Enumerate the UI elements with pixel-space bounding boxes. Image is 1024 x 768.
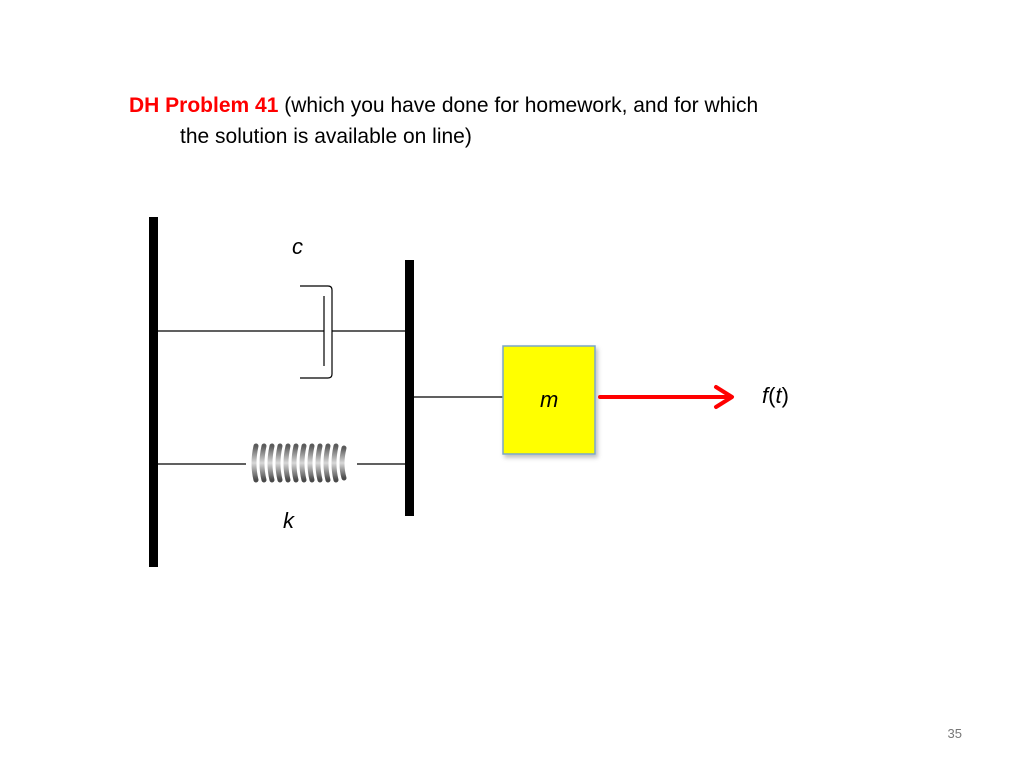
force-label-t: t	[775, 383, 782, 408]
intermediate-plate	[405, 260, 414, 516]
force-label-open: (	[768, 383, 776, 408]
force-label-close: )	[781, 383, 789, 408]
spring-label: k	[283, 508, 294, 533]
mass-label: m	[540, 387, 559, 412]
spring	[158, 446, 405, 480]
page-number: 35	[947, 726, 962, 741]
force-arrow	[600, 387, 732, 407]
damper-label: c	[292, 234, 303, 259]
problem-description-line1: (which you have done for homework, and for which	[284, 94, 759, 117]
force-label	[762, 383, 789, 409]
problem-description-line2: the solution is available on line)	[180, 125, 472, 148]
fixed-wall	[149, 217, 158, 567]
damper	[158, 286, 405, 378]
force-label-f: f	[762, 383, 769, 408]
problem-title: DH Problem 41	[129, 94, 279, 117]
